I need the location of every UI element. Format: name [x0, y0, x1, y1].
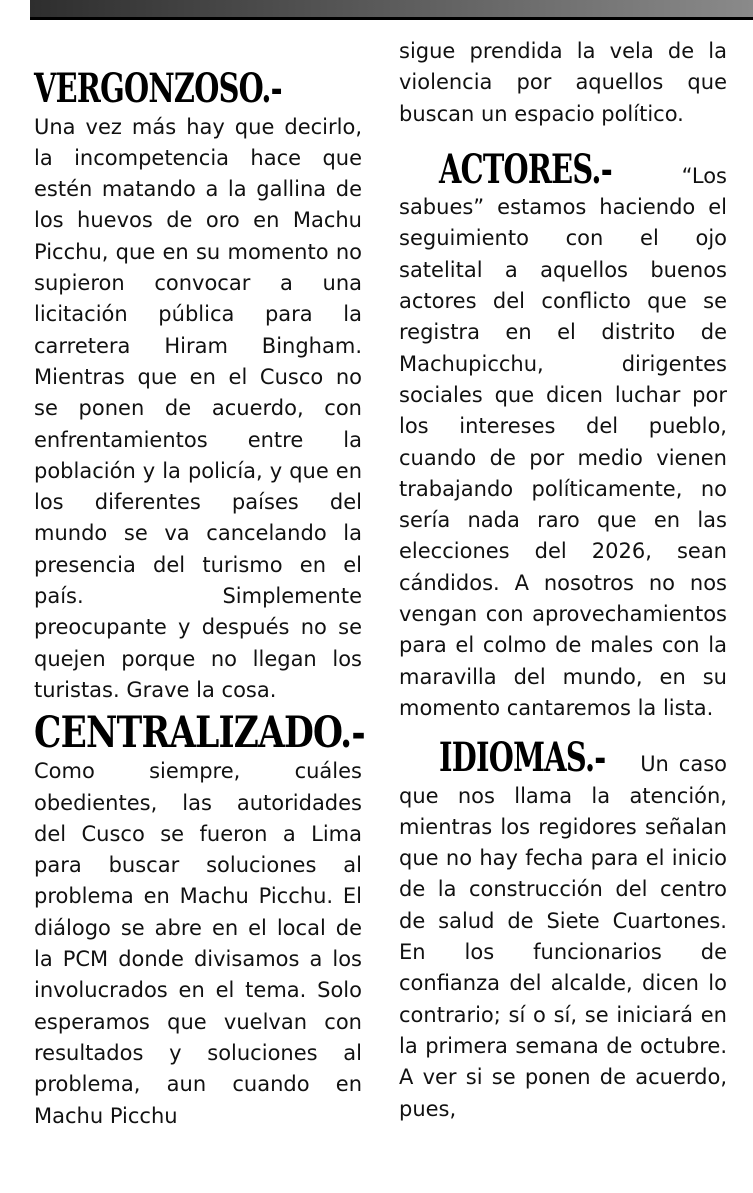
- section-centralizado: [34, 708, 365, 1132]
- section-text: Un caso que nos llama la atención, mientras los regidores señalan que no hay fecha para el inicio de la construcción del centro de salud de Siete Cuartones. En los funcionarios de confianza del alcalde, dicen lo contrario; sí o sí, se iniciará en la primera semana de octubre. A ver si se ponen de acuerdo, pues,: [399, 752, 727, 1121]
- section-heading: IDIOMAS.-: [439, 734, 606, 782]
- section-text: Como siempre, cuáles obedientes, las autoridades del Cusco se fueron a Lima para buscar soluciones al problema en Machu Picchu. El diálogo se abre en el local de la PCM donde divisamos a los involucrados en el tema. Solo esperamos que vuelvan con resultados y soluciones al problema, aun cuando en Machu Picchu: [34, 759, 362, 1128]
- section-paragraph: [399, 145, 727, 724]
- column-right: [399, 36, 727, 1125]
- section-text: Una vez más hay que decirlo, la incompetencia hace que estén matando a la gallina de los huevos de oro en Machu Picchu, que en su momento no supieron convocar a una licitación pública para la carretera Hiram Bingham. Mientras que en el Cusco no se ponen de acuerdo, con enfrentamientos entre la población y la policía, y que en los diferentes países del mundo se va cancelando la presencia del turismo en el país. Simplemente preocupante y después no se quejen porque no llegan los turistas. Grave la cosa.: [34, 114, 362, 702]
- section-heading: VERGONZOSO.-: [34, 65, 282, 113]
- section-idiomas: [399, 734, 727, 1125]
- section-paragraph: [34, 38, 362, 706]
- column-left: [34, 38, 365, 1132]
- section-vergonzoso: [34, 38, 362, 706]
- top-banner-bar: [30, 0, 753, 20]
- section-heading: ACTORES.-: [439, 145, 612, 193]
- section-actores: [399, 145, 727, 724]
- section-text: “Los sabues” estamos haciendo el seguimiento con el ojo satelital a aquellos buenos actores del conflicto que se registra en el distrito de Machupicchu, dirigentes sociales que dicen luchar por los intereses del pueblo, cuando de por medio vienen trabajando políticamente, no sería nada raro que en las elecciones del 2026, sean cándidos. A nosotros no nos vengan con aprovechamientos para el colmo de males con la maravilla del mundo, en su momento cantaremos la lista.: [399, 163, 727, 720]
- section-heading: CENTRALIZADO.-: [34, 708, 365, 759]
- section-paragraph: [399, 734, 727, 1125]
- continuation-text: sigue prendida la vela de la violencia por aquellos que buscan un espacio político.: [399, 39, 727, 126]
